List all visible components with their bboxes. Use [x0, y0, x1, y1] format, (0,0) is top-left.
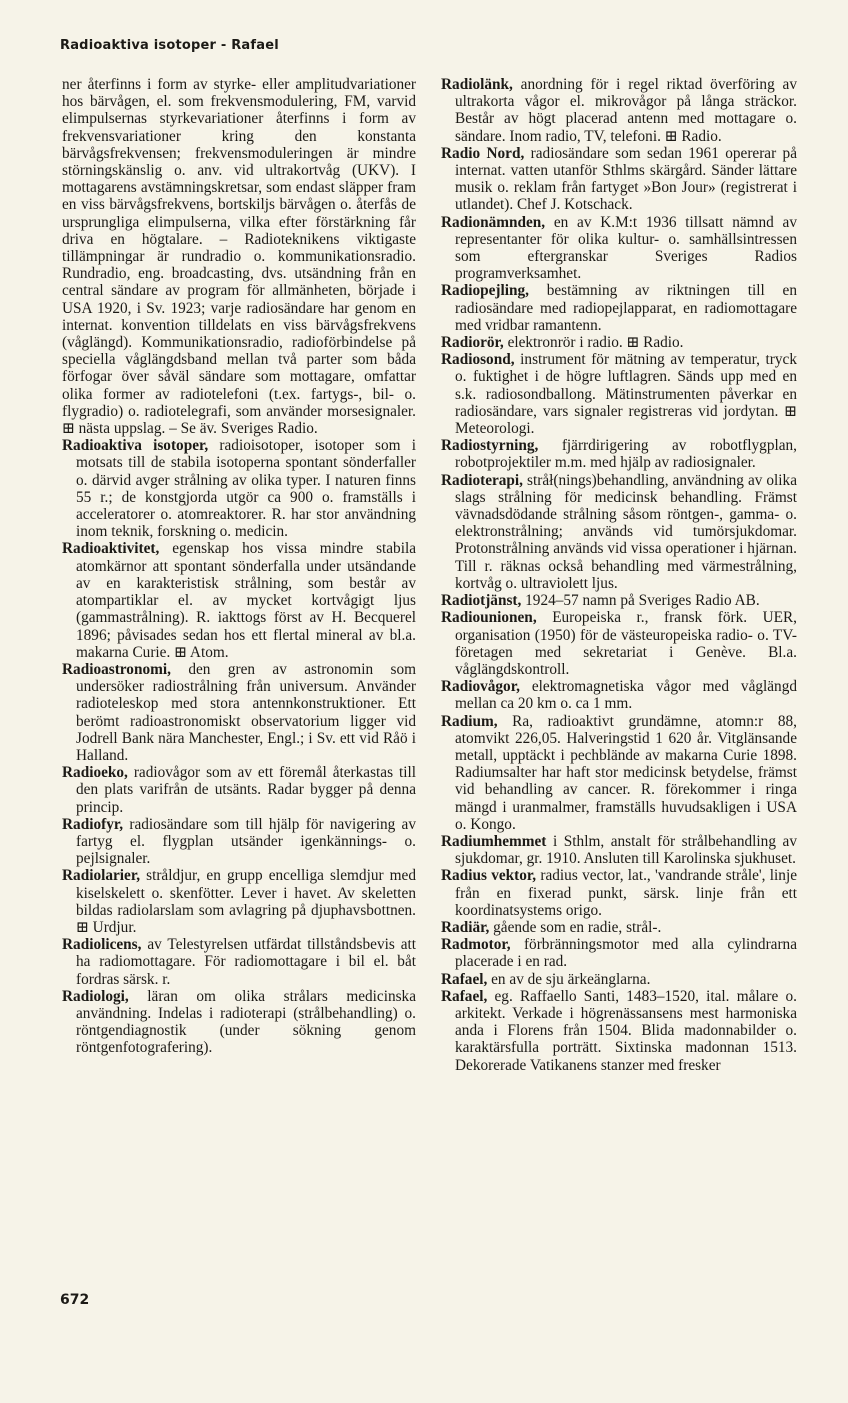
- dictionary-entry: [441, 988, 797, 1074]
- dictionary-entry: [441, 609, 797, 678]
- dictionary-entry: [441, 867, 797, 919]
- entry-text: gående som en radie, strål-.: [489, 918, 662, 936]
- entry-text: ner återfinns i form av styrke- eller amplitudvariationer hos bärvågen, el. som frekvensmodulering, FM, varvid elimpulsernas styrkevariationer återfinns i form av frekvensvariationer kring den konstanta bärvågsfrekvensen; frekvensmoduleringen är mindre störningskänslig o. anv. vid ultrakortvåg (UKV). I mottagarens avstämningskretsar, som endast släpper fram en viss bärvågsfrekvens, bortskiljs bärvågen o. återfås de ursprungliga elimpulserna, vilka efter förstärkning får driva en högtalare. – Radioteknikens viktigaste tillämpningar är rundradio o. kommunikationsradio. Rundradio, eng. broadcasting, dvs. utsändning från en central sändare av program för allmänheten, började i USA 1920, i Sv. 1923; varje radiosändare har genom en internat. konvention tilldelats en viss bärvågsfrekvens (våglängd). Kommunikationsradio, radioförbindelse på speciella våglängdsband mellan två parter som båda förfogar över såväl sändare som mottagare, omfattar olika former av radiotelefoni (t.ex. fartygs-, bil- o. flygradio) o. radiotelegrafi, som använder morsesignaler. ⊞ nästa uppslag. – Se äv. Sveriges Radio.: [62, 76, 416, 438]
- entry-headword: Radiorör,: [441, 334, 504, 352]
- entry-text: en av de sju ärkeänglarna.: [487, 970, 651, 988]
- dictionary-entry: [441, 919, 797, 936]
- entry-text: radioisotoper, isotoper som i motsats till de stabila isotoperna spontant sönderfaller o. därvid avger strålning av olika typer. I naturen finns 55 r.; de konstgjorda utgör ca 900 o. framställs i acceleratorer o. atomreaktorer. R. har stor användning inom teknik, forskning o. medicin.: [76, 437, 416, 541]
- running-header: Radioaktiva isotoper - Rafael: [60, 38, 279, 53]
- entry-text: 1924–57 namn på Sveriges Radio AB.: [521, 592, 760, 610]
- entry-text: Ra, radioaktivt grundämne, atomn:r 88, atomvikt 226,05. Halveringstid 1 620 år. Vitglänsande metall, upptäckt i pechblände av makarna Curie 1898. Radiumsalter har haft stor medicinsk betydelse, främst vid behandling av cancer. R. förekommer i ringa mängd i uranmalmer, framställs huvudsakligen i USA o. Kongo.: [455, 712, 797, 833]
- entry-text: anordning för i regel riktad överföring av ultrakorta vågor el. mikrovågor på långa sträckor. Består av högt placerad antenn med mottagare o. sändare. Inom radio, TV, telefoni. ⊞ Radio.: [455, 76, 797, 145]
- dictionary-entry: [62, 867, 416, 936]
- entry-headword: Radioaktivitet,: [62, 540, 160, 558]
- dictionary-entry: [62, 988, 416, 1057]
- entry-headword: Radiosond,: [441, 351, 515, 369]
- entry-headword: Radmotor,: [441, 936, 511, 954]
- entry-headword: Radiolänk,: [441, 76, 513, 93]
- dictionary-entry: [441, 592, 797, 609]
- entry-headword: Radioaktiva isotoper,: [62, 437, 209, 455]
- dictionary-entry: [62, 764, 416, 816]
- entry-text: radiovågor som av ett föremål återkastas till den plats varifrån de utsänts. Radar bygger på denna princip.: [76, 764, 416, 816]
- dictionary-entry: [441, 76, 797, 145]
- entry-text: Europeiska r., fransk förk. UER, organisation (1950) för de västeuropeiska radio- o. TV-företagen med sekretariat i Genève. Bl.a. våglängdskontroll.: [455, 609, 797, 678]
- dictionary-entry: [441, 936, 797, 970]
- dictionary-entry: [441, 678, 797, 712]
- entry-text: förbränningsmotor med alla cylindrarna placerade i en rad.: [455, 936, 797, 971]
- entry-text: instrument för mätning av temperatur, tryck o. fuktighet i de högre luftlagren. Sänds upp med en s.k. radiosondballong. Mätinstrumenten påverkar en radiosändare, vars signaler registreras vid jordytan. ⊞ Meteorologi.: [455, 351, 797, 438]
- page-number: 672: [60, 1292, 90, 1308]
- entry-text: radiosändare som till hjälp för navigering av fartyg el. flygplan utsänder igenkännings- o. pejlsignaler.: [76, 815, 416, 868]
- dictionary-entry: [441, 713, 797, 833]
- entry-headword: Radius vektor,: [441, 867, 537, 885]
- entry-headword: Radiounionen,: [441, 609, 537, 627]
- entry-headword: Rafael,: [441, 970, 488, 988]
- dictionary-entry: [441, 833, 797, 867]
- entry-headword: Rafael,: [441, 987, 488, 1005]
- dictionary-entry: [441, 472, 797, 592]
- entry-headword: Radiolarier,: [62, 867, 141, 885]
- entry-headword: Radioterapi,: [441, 471, 524, 489]
- entry-headword: Radioastronomi,: [62, 660, 171, 678]
- entry-headword: Radiofyr,: [62, 815, 124, 833]
- dictionary-entry: [62, 661, 416, 764]
- entry-text: en av K.M:t 1936 tillsatt nämnd av representanter för olika kultur- o. samhällsintressen som eftergranskar Sveriges Radios programverksamhet.: [455, 213, 797, 283]
- dictionary-entry: [62, 437, 416, 540]
- entry-text: den gren av astronomin som undersöker radiostrålning från universum. Använder radioteleskop med stora antennkonstruktioner. Ett berömt radioastronomiskt observatorium ligger vid Jodrell Bank nära Manchester, Engl.; i Sv. ett vid Råö i Halland.: [76, 660, 416, 764]
- dictionary-entry: [441, 334, 797, 351]
- entry-text: radius vector, lat., 'vandrande stråle', linje från en fixerad punkt, särsk. linje från ett koordinatsystems origo.: [455, 867, 797, 919]
- entry-text: stråł(nings)behandling, användning av olika slags strålning för medicinsk behandling. Främst vävnadsdödande strålning såsom röntgen-, gamma- o. elektronstrålning; används vid tumörsjukdomar. Protonstrålning används vid vissa operationer i hjärnan. Till r. räknas också behandling med värmestrålning, kortvåg o. ultraviolett ljus.: [455, 471, 797, 592]
- dictionary-entry: [441, 145, 797, 214]
- dictionary-entry: [62, 936, 416, 988]
- right-column: [441, 76, 797, 1074]
- entry-text: bestämning av riktningen till en radiosändare med radiopejlapparat, en radiomottagare med vridbar ramantenn.: [455, 282, 797, 334]
- entry-headword: Radiostyrning,: [441, 437, 539, 455]
- entry-text: läran om olika strålars medicinska användning. Indelas i radioterapi (strålbehandling) o. röntgendiagnostik (under sökning genom röntgenfotografering).: [76, 987, 416, 1057]
- dictionary-entry: [441, 214, 797, 283]
- entry-headword: Radio Nord,: [441, 144, 525, 162]
- dictionary-entry: [441, 351, 797, 437]
- entry-headword: Radiär,: [441, 918, 490, 936]
- entry-text: eg. Raffaello Santi, 1483–1520, ital. målare o. arkitekt. Verkade i högrenässansens mest harmoniska anda i Florens från 1504. Blida madonnabilder o. karaktärsfulla porträtt. Sixtinska madonnan 1513. Dekorerade Vatikanens stanzer med fresker: [455, 987, 797, 1074]
- entry-text: egenskap hos vissa mindre stabila atomkärnor att spontant sönderfalla under utsändande av en karakteristisk strålning, som består av atompartiklar el. av mycket kortvågigt ljus (gammastrålning). R. iakttogs först av H. Becquerel 1896; påvisades sedan hos ett flertal mineral av bl.a. makarna Curie. ⊞ Atom.: [76, 540, 416, 661]
- entry-headword: Radiotjänst,: [441, 592, 522, 610]
- dictionary-entry: [62, 540, 416, 660]
- entry-headword: Radioeko,: [62, 764, 128, 782]
- entry-text: stråldjur, en grupp encelliga slemdjur med kiselskelett o. skenfötter. Lever i havet. Av skeletten bildas radiolarslam som avlagring på djuphavsbottnen. ⊞ Urdjur.: [76, 867, 416, 936]
- entry-headword: Radiologi,: [62, 987, 129, 1005]
- entry-headword: Radiumhemmet: [441, 832, 547, 850]
- dictionary-entry: [62, 76, 416, 437]
- entry-text: radiosändare som sedan 1961 opererar på internat. vatten utanför Sthlms skärgård. Sänder lättare musik o. reklam från fartyget »Bon Jour» (registrerat i utlandet). Chef J. Kotschack.: [455, 144, 797, 214]
- entry-headword: Radiopejling,: [441, 282, 529, 300]
- entry-headword: Radiolicens,: [62, 936, 142, 954]
- entry-text: elektronrör i radio. ⊞ Radio.: [503, 334, 684, 352]
- entry-text: av Telestyrelsen utfärdat tillståndsbevis att ha radiomottagare. För radiomottagare i bil el. båt fordras särsk. r.: [76, 936, 416, 988]
- entry-headword: Radiovågor,: [441, 678, 520, 696]
- dictionary-entry: [62, 816, 416, 868]
- dictionary-entry: [441, 437, 797, 471]
- entry-headword: Radionämnden,: [441, 213, 546, 231]
- entry-text: i Sthlm, anstalt för strålbehandling av sjukdomar, gr. 1910. Ansluten till Karolinska sjukhuset.: [455, 832, 797, 868]
- dictionary-entry: [441, 971, 797, 988]
- dictionary-entry: [441, 282, 797, 334]
- entry-text: fjärrdirigering av robotflygplan, robotprojektiler m.m. med hjälp av radiosignaler.: [455, 437, 797, 472]
- entry-headword: Radium,: [441, 712, 498, 730]
- entry-text: elektromagnetiska vågor med våglängd mellan ca 20 km o. ca 1 mm.: [455, 678, 797, 713]
- left-column: [62, 76, 416, 1057]
